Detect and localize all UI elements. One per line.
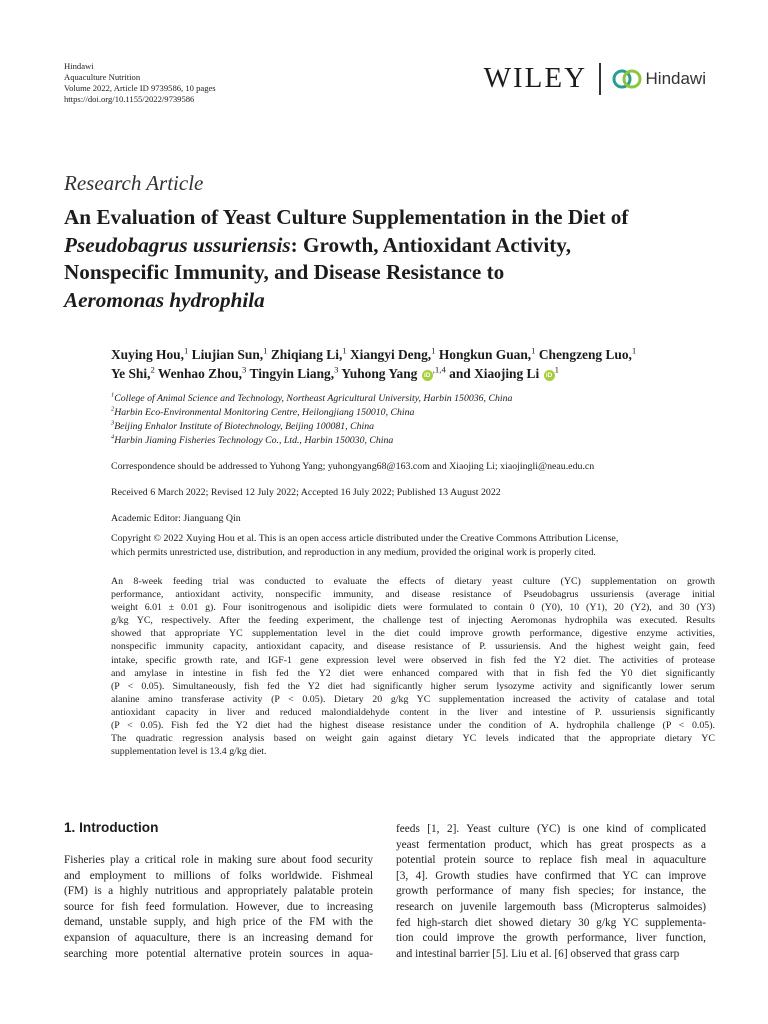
title-line-rest: : Growth, Antioxidant Activity,: [290, 232, 572, 257]
abstract-line: showed that appropriate YC supplementation level in the diet could improve growth performance, digestive enzyme activities,: [111, 628, 715, 640]
article-dates: Received 6 March 2022; Revised 12 July 2022; Accepted 16 July 2022; Published 13 August 2022: [111, 487, 501, 498]
author: Xuying Hou,$^1$: [111, 345, 189, 362]
abstract-line: weight 6.01 ± 0.01 g). Four isonitrogenous and isolipidic diets were formulated to contain 0 (Y0), 10 (Y1), 20 (Y2), and 30 (Y3): [111, 602, 715, 614]
copyright-notice: Copyright © 2022 Xuying Hou et al. This is an open access article distributed under the Creative Commons Attribution License, which permits unrestricted use, distribution, and reproduction in any medium, provided the original work is properly cited.: [111, 533, 619, 558]
abstract-line: performance, antioxidant activity, nonspecific immunity, and disease resistance of Pseudobagrus ussuriensis (average initial: [111, 589, 715, 601]
correspondence: Correspondence should be addressed to Yuhong Yang; yuhongyang68@163.com and Xiaojing Li; xiaojingli@neau.edu.cn: [111, 461, 595, 472]
wiley-logo: WILEY: [483, 62, 588, 94]
article-title: [64, 204, 714, 314]
abstract-line: supplementation level is 13.4 g/kg diet.: [111, 746, 267, 758]
body-line: demand, unstable supply, and high price of the FM with the: [64, 916, 373, 929]
orcid-icon[interactable]: iD: [422, 370, 433, 381]
academic-editor: Academic Editor: Jianguang Qin: [111, 513, 241, 524]
author: Wenhao Zhou,$^3$: [157, 364, 247, 381]
volume-info: Volume 2022, Article ID 9739586, 10 pages: [64, 83, 216, 93]
title-line: Nonspecific Immunity, and Disease Resistance to: [64, 260, 505, 284]
journal-name: Aquaculture Nutrition: [64, 72, 141, 82]
body-line: expansion of aquaculture, there is an increasing demand for: [64, 931, 373, 944]
body-line: and employment to millions of folks worldwide. Fishmeal: [64, 869, 373, 882]
author: Zhiqiang Li,$^1$: [270, 345, 347, 362]
body-line: tion could improve the growth performance, liver function,: [396, 932, 706, 945]
abstract-line: The quadratic regression analysis based on weight gain against dietary YC levels indicated that the appropriate dietary YC: [111, 733, 715, 745]
abstract-line: alanine amino transferase activity (P < 0.05). Dietary 20 g/kg YC supplementation increased the activity of catalase and total: [111, 693, 715, 705]
body-line: [3, 4]. Growth studies have confirmed that YC can improve: [396, 869, 706, 882]
title-line: [64, 232, 714, 260]
body-line: source for fish feed formulation. However, due to increasing: [64, 900, 373, 913]
body-line: yeast fermentation product, which has great prospects as a: [396, 838, 706, 851]
journal-header: [64, 61, 216, 105]
intro-column-left: [64, 853, 373, 962]
publisher-logos: [484, 62, 706, 95]
affiliation: $^2$Harbin Eco-Environmental Monitoring Centre, Heilongjiang 150010, China: [111, 405, 415, 418]
abstract-line: nonspecific immunity capacity, antioxidant capacity, and disease resistance of P. ussuriensis. And the highest weight gain, feed: [111, 641, 715, 653]
author-line: [111, 364, 711, 383]
body-line: potential protein source to replace fish meal in aquaculture: [396, 854, 706, 867]
author-line: [111, 345, 711, 364]
doi-link[interactable]: https://doi.org/10.1155/2022/9739586: [64, 94, 195, 104]
abstract-line: intake, specific growth rate, and IGF-1 gene expression level were observed in fish fed the Y2 diet. The activities of protease: [111, 654, 715, 666]
abstract-line: (P < 0.05). Fish fed the Y2 diet had the highest disease resistance under the condition of A. hydrophila challenge (P < 0.05).: [111, 720, 715, 732]
author: Tingyin Liang,$^3$: [249, 364, 339, 381]
author: Xiangyi Deng,$^1$: [350, 345, 436, 362]
author: Yuhong Yang $iD^{,1,4}$: [341, 364, 446, 381]
hindawi-wordmark: Hindawi: [645, 68, 706, 88]
author: Liujian Sun,$^1$: [191, 345, 268, 362]
body-line: growth performance of many fish species; for instance, the: [396, 885, 706, 898]
logo-divider: [599, 63, 601, 95]
affiliation-list: [111, 392, 512, 448]
abstract: [111, 575, 715, 758]
title-line: [64, 287, 714, 315]
author: Chengzeng Luo,$^1$: [538, 345, 637, 362]
author-list: [111, 345, 711, 383]
body-line: and intestinal barrier [5]. Liu et al. [6] observed that grass carp: [396, 947, 680, 960]
hindawi-logo-icon: [612, 68, 642, 90]
title-line: An Evaluation of Yeast Culture Supplementation in the Diet of: [64, 205, 629, 229]
author: and Xiaojing Li $iD^1$: [449, 364, 559, 381]
body-line: feeds [1, 2]. Yeast culture (YC) is one kind of complicated: [396, 823, 706, 835]
orcid-icon[interactable]: iD: [544, 370, 555, 381]
body-line: fed high-starch diet showed dietary 30 g/kg YC supplementa-: [396, 916, 706, 929]
abstract-line: g/kg YC, respectively. After the feeding experiment, the challenge test of injecting Aeromonas hydrophila was executed. Results: [111, 615, 715, 627]
article-type: Research Article: [64, 171, 204, 195]
abstract-line: and amylase in intestine in fish fed the Y2 diet were enhanced compared with that in fish fed the Y0 diet significantly: [111, 667, 715, 679]
body-line: (FM) is a highly nutritious and appropriately palatable protein: [64, 885, 373, 898]
body-line: research on juvenile largemouth bass (Micropterus salmoides): [396, 900, 706, 913]
abstract-line: An 8-week feeding trial was conducted to evaluate the effects of dietary yeast culture (YC) supplementation on growth: [111, 576, 715, 587]
affiliation: $^1$College of Animal Science and Technology, Northeast Agricultural University, Harbin 150036, China: [111, 391, 513, 404]
author: Hongkun Guan,$^1$: [438, 345, 536, 362]
affiliation: $^3$Beijing Enhalor Institute of Biotechnology, Beijing 100081, China: [111, 419, 375, 432]
abstract-line: antioxidant capacity in liver and reduced malondialdehyde content in the liver and intestine of P. ussuriensis significantly: [111, 706, 715, 718]
body-line: searching more potential alternative protein sources in aqua-: [64, 947, 373, 960]
author: Ye Shi,$^2$: [111, 364, 155, 381]
section-heading-introduction: 1. Introduction: [64, 820, 159, 835]
title-species: Pseudobagrus ussuriensis: [64, 232, 291, 257]
publisher-name: Hindawi: [64, 61, 94, 71]
intro-column-right: [396, 822, 706, 962]
affiliation: $^4$Harbin Jiaming Fisheries Technology Co., Ltd., Harbin 150030, China: [111, 433, 394, 446]
abstract-line: (P < 0.05). Simultaneously, fish fed the Y2 diet had significantly higher serum lysozyme activity and significantly lower serum: [111, 680, 715, 692]
title-pathogen: Aeromonas hydrophila: [64, 287, 265, 312]
body-line: Fisheries play a critical role in making sure about food security: [64, 854, 373, 866]
